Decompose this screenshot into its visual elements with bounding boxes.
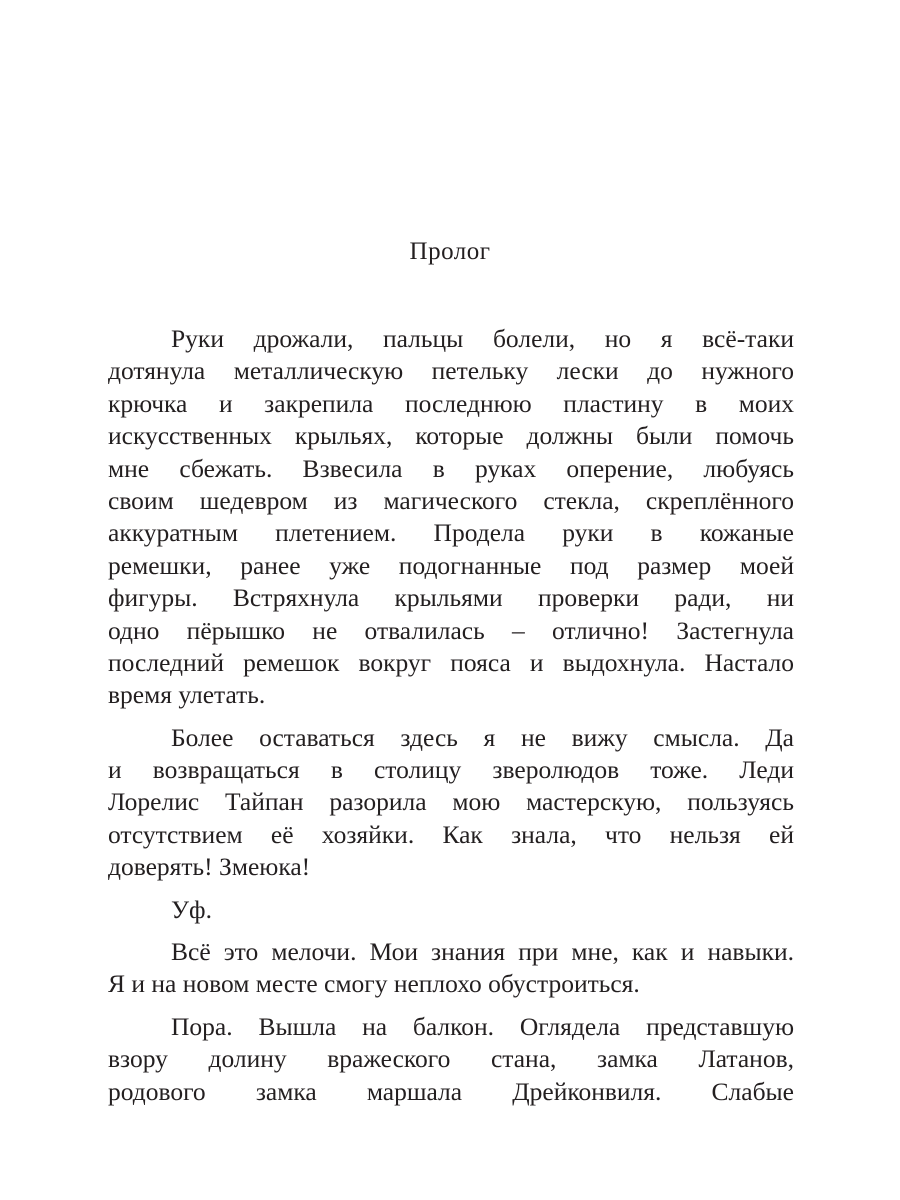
text-line: дотянула металлическую петельку лески до нужного xyxy=(108,356,794,386)
text-line: Я и на новом месте смогу неплохо обустроиться. xyxy=(108,969,640,999)
paragraph xyxy=(108,722,794,884)
text-line: Лорелис Тайпан разорила мою мастерскую, пользуясь xyxy=(108,787,794,817)
text-line: одно пёрышко не отвалилась – отлично! Застегнула xyxy=(108,615,794,645)
text-line: время улетать. xyxy=(108,680,266,710)
text-line: искусственных крыльях, которые должны были помочь xyxy=(108,421,794,451)
text-line: Уф. xyxy=(171,894,212,924)
text-line: фигуры. Встряхнула крыльями проверки ради, ни xyxy=(108,583,794,613)
text-line: крючка и закрепила последнюю пластину в моих xyxy=(108,388,794,418)
text-line: взору долину вражеского стана, замка Латанов, xyxy=(108,1044,794,1074)
text-line: родового замка маршала Дрейконвиля. Слабые xyxy=(108,1076,794,1106)
text-line: мне сбежать. Взвесила в руках оперение, любуясь xyxy=(108,453,794,483)
text-line: своим шедевром из магического стекла, скреплённого xyxy=(108,485,794,515)
chapter-title: Пролог xyxy=(409,238,491,265)
text-line: последний ремешок вокруг пояса и выдохнула. Настало xyxy=(108,647,794,677)
text-line: доверять! Змеюка! xyxy=(108,852,311,882)
text-line: ремешки, ранее уже подогнанные под размер моей xyxy=(108,550,794,580)
text-line: Руки дрожали, пальцы болели, но я всё-таки xyxy=(171,324,794,353)
text-line: Более оставаться здесь я не вижу смысла. Да xyxy=(171,722,794,752)
text-line: Всё это мелочи. Мои знания при мне, как и навыки. xyxy=(171,937,794,967)
paragraph xyxy=(108,1011,794,1108)
text-line: и возвращаться в столицу зверолюдов тоже. Леди xyxy=(108,755,794,785)
chapter-body xyxy=(108,323,794,1118)
paragraph xyxy=(108,936,794,1001)
text-line: аккуратным плетением. Продела руки в кожаные xyxy=(108,518,794,548)
paragraph xyxy=(108,894,794,926)
text-line: отсутствием её хозяйки. Как знала, что нельзя ей xyxy=(108,819,794,849)
paragraph xyxy=(108,323,794,712)
text-line: Пора. Вышла на балкон. Оглядела представшую xyxy=(171,1011,794,1041)
